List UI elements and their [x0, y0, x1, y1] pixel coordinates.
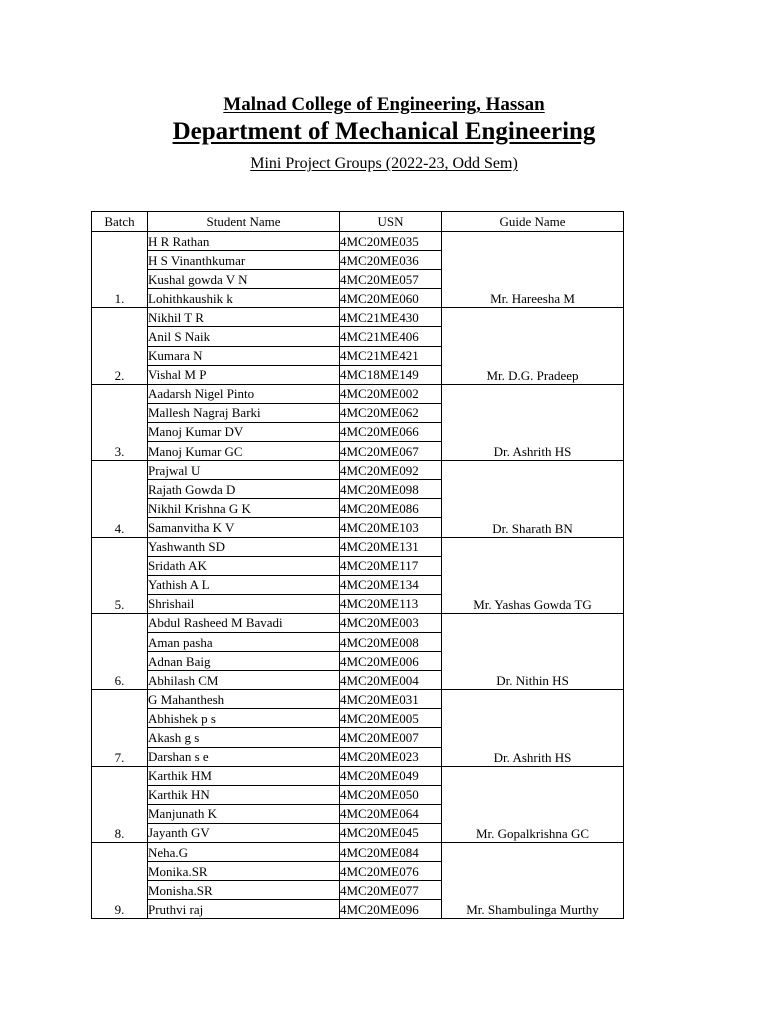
- student-usn: 4MC20ME004: [340, 671, 442, 690]
- student-usn: 4MC20ME005: [340, 709, 442, 728]
- student-usn: 4MC20ME092: [340, 461, 442, 480]
- table-row: [92, 537, 624, 556]
- student-usn: 4MC20ME077: [340, 881, 442, 900]
- college-name-text: Malnad College of Engineering, Hassan: [223, 94, 545, 115]
- table-row: [92, 613, 624, 632]
- student-name: Manoj Kumar GC: [148, 442, 340, 461]
- student-name: Shrishail: [148, 594, 340, 613]
- student-usn: 4MC20ME006: [340, 652, 442, 671]
- batch-number: 2.: [92, 308, 148, 384]
- student-name: Manjunath K: [148, 804, 340, 823]
- batch-number: 8.: [92, 766, 148, 842]
- student-name: Aman pasha: [148, 632, 340, 651]
- student-name: H R Rathan: [148, 232, 340, 251]
- student-name: Vishal M P: [148, 365, 340, 384]
- student-name: Aadarsh Nigel Pinto: [148, 384, 340, 403]
- student-name: Samanvitha K V: [148, 518, 340, 537]
- batch-number: 7.: [92, 690, 148, 766]
- table-row: [92, 384, 624, 403]
- student-name: Neha.G: [148, 843, 340, 862]
- batch-number: 6.: [92, 613, 148, 689]
- student-usn: 4MC20ME045: [340, 823, 442, 842]
- guide-name: Dr. Ashrith HS: [442, 690, 624, 766]
- batch-number: 5.: [92, 537, 148, 613]
- table-header-row: [92, 212, 624, 232]
- student-usn: 4MC20ME131: [340, 537, 442, 556]
- student-name: Karthik HM: [148, 766, 340, 785]
- student-usn: 4MC20ME098: [340, 480, 442, 499]
- guide-name: Dr. Nithin HS: [442, 613, 624, 689]
- table-row: [92, 843, 624, 862]
- column-header-guide-name: Guide Name: [442, 212, 624, 232]
- student-usn: 4MC20ME031: [340, 690, 442, 709]
- batch-number: 9.: [92, 843, 148, 919]
- student-name: Anil S Naik: [148, 327, 340, 346]
- student-name: Kushal gowda V N: [148, 270, 340, 289]
- student-name: Nikhil Krishna G K: [148, 499, 340, 518]
- student-usn: 4MC20ME134: [340, 575, 442, 594]
- batch-number: 3.: [92, 384, 148, 460]
- student-usn: 4MC20ME066: [340, 422, 442, 441]
- student-usn: 4MC20ME023: [340, 747, 442, 766]
- batch-number: 1.: [92, 232, 148, 308]
- document-subtitle-text: Mini Project Groups (2022-23, Odd Sem): [250, 155, 518, 172]
- column-header-student-name: Student Name: [148, 212, 340, 232]
- student-name: Darshan s e: [148, 747, 340, 766]
- student-usn: 4MC20ME036: [340, 251, 442, 270]
- guide-name: Dr. Ashrith HS: [442, 384, 624, 460]
- project-groups-table: [91, 211, 624, 919]
- student-name: Yashwanth SD: [148, 537, 340, 556]
- student-usn: 4MC20ME067: [340, 442, 442, 461]
- student-usn: 4MC20ME076: [340, 862, 442, 881]
- table-row: [92, 690, 624, 709]
- student-name: Kumara N: [148, 346, 340, 365]
- student-name: Nikhil T R: [148, 308, 340, 327]
- table-row: [92, 308, 624, 327]
- student-name: Prajwal U: [148, 461, 340, 480]
- document-subtitle: [0, 155, 768, 173]
- student-usn: 4MC20ME086: [340, 499, 442, 518]
- student-usn: 4MC21ME406: [340, 327, 442, 346]
- student-usn: 4MC20ME062: [340, 403, 442, 422]
- student-name: Yathish A L: [148, 575, 340, 594]
- table-body: [92, 232, 624, 919]
- student-usn: 4MC20ME050: [340, 785, 442, 804]
- guide-name: Mr. Gopalkrishna GC: [442, 766, 624, 842]
- student-usn: 4MC20ME113: [340, 594, 442, 613]
- student-usn: 4MC20ME008: [340, 632, 442, 651]
- student-name: Karthik HN: [148, 785, 340, 804]
- student-usn: 4MC21ME430: [340, 308, 442, 327]
- student-name: Abhilash CM: [148, 671, 340, 690]
- college-name: [0, 94, 768, 116]
- student-usn: 4MC20ME084: [340, 843, 442, 862]
- student-usn: 4MC20ME096: [340, 900, 442, 919]
- student-usn: 4MC20ME003: [340, 613, 442, 632]
- student-usn: 4MC20ME007: [340, 728, 442, 747]
- student-usn: 4MC18ME149: [340, 365, 442, 384]
- student-name: Abdul Rasheed M Bavadi: [148, 613, 340, 632]
- department-title: [0, 118, 768, 146]
- student-name: Abhishek p s: [148, 709, 340, 728]
- student-name: Jayanth GV: [148, 823, 340, 842]
- column-header-batch: Batch: [92, 212, 148, 232]
- student-name: Lohithkaushik k: [148, 289, 340, 308]
- student-usn: 4MC20ME117: [340, 556, 442, 575]
- student-usn: 4MC20ME064: [340, 804, 442, 823]
- student-usn: 4MC20ME103: [340, 518, 442, 537]
- student-name: Manoj Kumar DV: [148, 422, 340, 441]
- student-name: H S Vinanthkumar: [148, 251, 340, 270]
- student-name: Monika.SR: [148, 862, 340, 881]
- table-row: [92, 461, 624, 480]
- student-name: Rajath Gowda D: [148, 480, 340, 499]
- student-usn: 4MC20ME049: [340, 766, 442, 785]
- table-row: [92, 232, 624, 251]
- guide-name: Mr. Hareesha M: [442, 232, 624, 308]
- student-name: Akash g s: [148, 728, 340, 747]
- column-header-usn: USN: [340, 212, 442, 232]
- student-usn: 4MC20ME002: [340, 384, 442, 403]
- guide-name: Mr. D.G. Pradeep: [442, 308, 624, 384]
- guide-name: Dr. Sharath BN: [442, 461, 624, 537]
- student-usn: 4MC21ME421: [340, 346, 442, 365]
- student-name: Adnan Baig: [148, 652, 340, 671]
- student-usn: 4MC20ME060: [340, 289, 442, 308]
- batch-number: 4.: [92, 461, 148, 537]
- student-usn: 4MC20ME057: [340, 270, 442, 289]
- guide-name: Mr. Yashas Gowda TG: [442, 537, 624, 613]
- department-title-text: Department of Mechanical Engineering: [172, 118, 596, 145]
- student-usn: 4MC20ME035: [340, 232, 442, 251]
- student-name: Mallesh Nagraj Barki: [148, 403, 340, 422]
- student-name: Pruthvi raj: [148, 900, 340, 919]
- student-name: Monisha.SR: [148, 881, 340, 900]
- student-name: G Mahanthesh: [148, 690, 340, 709]
- student-name: Sridath AK: [148, 556, 340, 575]
- table-row: [92, 766, 624, 785]
- guide-name: Mr. Shambulinga Murthy: [442, 843, 624, 919]
